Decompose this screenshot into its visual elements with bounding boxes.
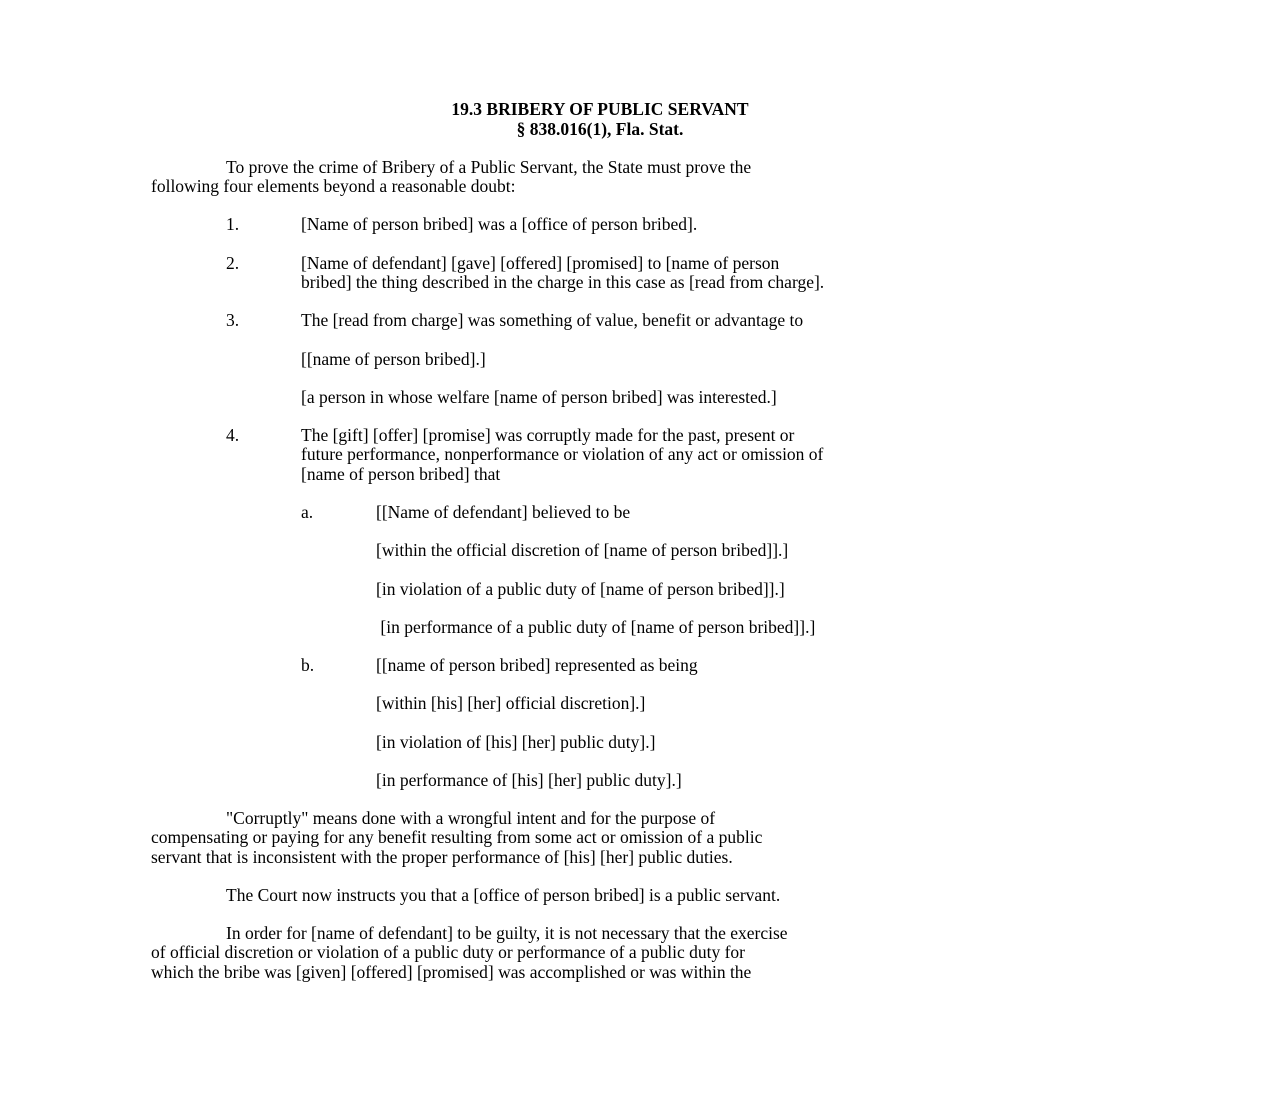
- element-2-number: 2.: [226, 253, 240, 273]
- guilt-line-1: In order for [name of defendant] to be guilty, it is not necessary that the exercise: [226, 923, 788, 943]
- element-3-option-1: [[name of person bribed].]: [301, 349, 486, 369]
- subitem-a-option-3: [in performance of a public duty of [name of person bribed]].]: [376, 617, 816, 637]
- element-4-text-line-2: future performance, nonperformance or violation of any act or omission of: [301, 444, 824, 464]
- element-2-text-line-1: [Name of defendant] [gave] [offered] [promised] to [name of person: [301, 253, 780, 273]
- subitem-a-option-2: [in violation of a public duty of [name of person bribed]].]: [376, 579, 785, 599]
- intro-line-1: To prove the crime of Bribery of a Public Servant, the State must prove the: [226, 157, 752, 177]
- element-3-number: 3.: [226, 310, 240, 330]
- subitem-a-option-1: [within the official discretion of [name of person bribed]].]: [376, 540, 789, 560]
- definition-line-1: "Corruptly" means done with a wrongful intent and for the purpose of: [226, 808, 716, 828]
- element-3-option-2: [a person in whose welfare [name of person bribed] was interested.]: [301, 387, 777, 407]
- subitem-b-option-1: [within [his] [her] official discretion].]: [376, 693, 646, 713]
- element-1-number: 1.: [226, 214, 240, 234]
- subitem-a-lead: [[Name of defendant] believed to be: [376, 502, 631, 522]
- element-4-text-line-3: [name of person bribed] that: [301, 464, 501, 484]
- subitem-b-option-2: [in violation of [his] [her] public duty].]: [376, 732, 656, 752]
- element-3-text: The [read from charge] was something of value, benefit or advantage to: [301, 310, 804, 330]
- definition-line-3: servant that is inconsistent with the proper performance of [his] [her] public duties.: [151, 847, 733, 867]
- element-2-text-line-2: bribed] the thing described in the charge in this case as [read from charge].: [301, 272, 825, 292]
- element-1-text: [Name of person bribed] was a [office of person bribed].: [301, 214, 698, 234]
- instruction-line-1: The Court now instructs you that a [office of person bribed] is a public servant.: [226, 885, 781, 905]
- guilt-line-3: which the bribe was [given] [offered] [promised] was accomplished or was within the: [151, 962, 752, 982]
- subitem-b-lead: [[name of person bribed] represented as being: [376, 655, 698, 675]
- subitem-b-option-3: [in performance of [his] [her] public duty].]: [376, 770, 682, 790]
- subitem-a-letter: a.: [301, 502, 314, 522]
- intro-line-2: following four elements beyond a reasonable doubt:: [151, 176, 516, 196]
- element-4-text-line-1: The [gift] [offer] [promise] was corruptly made for the past, present or: [301, 425, 795, 445]
- document-title: 19.3 BRIBERY OF PUBLIC SERVANT: [451, 99, 749, 119]
- statute-reference: § 838.016(1), Fla. Stat.: [516, 119, 684, 139]
- definition-line-2: compensating or paying for any benefit resulting from some act or omission of a public: [151, 827, 763, 847]
- guilt-line-2: of official discretion or violation of a public duty or performance of a public duty for: [151, 942, 746, 962]
- subitem-b-letter: b.: [301, 655, 315, 675]
- element-4-number: 4.: [226, 425, 240, 445]
